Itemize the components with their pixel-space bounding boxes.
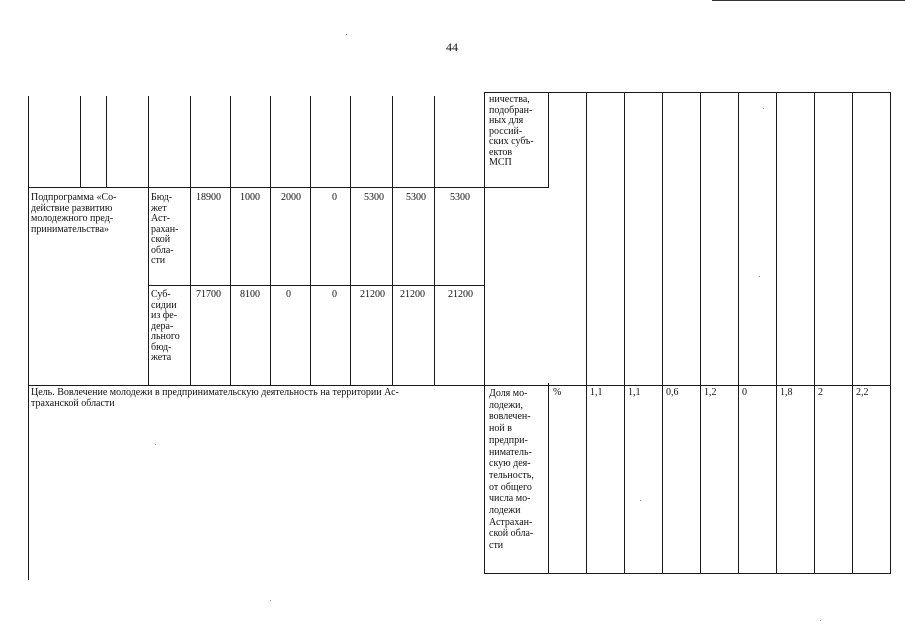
amount-cell: 5300 [450, 192, 470, 203]
grid-line [814, 92, 815, 574]
grid-line [434, 96, 435, 386]
grid-line [776, 92, 777, 574]
amount-cell: 21200 [448, 289, 473, 300]
grid-line [586, 92, 587, 574]
grid-line [624, 92, 625, 574]
grid-line [80, 96, 81, 187]
indicator-value: 0 [742, 387, 747, 398]
subprogram-title: Подпрограмма «Со- действие развитию молодежного пред- принимательства» [31, 192, 117, 235]
amount-cell: 0 [286, 289, 291, 300]
scan-speck [640, 500, 641, 501]
grid-line [392, 96, 393, 386]
indicator-value: 1,1 [628, 387, 641, 398]
funding-source-regional: Бюд- жет Аст- рахан- ской обла- сти [151, 192, 179, 266]
scan-speck [155, 444, 156, 445]
scan-speck [759, 276, 760, 277]
table-border-right [890, 92, 891, 574]
indicator-value: 2 [818, 387, 823, 398]
amount-cell: 18900 [196, 192, 221, 203]
scan-speck [270, 600, 271, 601]
indicator-value: 0,6 [666, 387, 679, 398]
grid-line [852, 92, 853, 574]
table-border-left [28, 96, 29, 580]
goal-indicator: Доля мо- лодежи, вовлечен- ной в предпри- ниматель- скую дея- тельность, от общего числа мо- лодежи Астрахан- ской обла- сти [489, 388, 534, 552]
grid-line [662, 92, 663, 574]
amount-cell: 71700 [196, 289, 221, 300]
table-border-bottom [484, 573, 891, 574]
goal-text: Цель. Вовлечение молодежи в предпринимательскую деятельность на территории Ас- траханской области [31, 387, 399, 409]
grid-line [148, 96, 149, 386]
indicator-value: 1,8 [780, 387, 793, 398]
row-separator [28, 385, 891, 386]
grid-line [548, 92, 549, 188]
grid-line [350, 96, 351, 386]
indicator-value: 1,1 [590, 387, 603, 398]
amount-cell: 0 [332, 192, 337, 203]
grid-line [106, 96, 107, 187]
grid-line [310, 96, 311, 386]
amount-cell: 21200 [360, 289, 385, 300]
header-rule [712, 0, 905, 1]
scan-speck [763, 108, 764, 109]
row-separator [148, 285, 484, 286]
grid-line [700, 92, 701, 574]
amount-cell: 0 [332, 289, 337, 300]
scan-speck [346, 34, 347, 35]
indicator-value: 2,2 [856, 387, 869, 398]
table-border-top [484, 92, 891, 93]
amount-cell: 5300 [364, 192, 384, 203]
amount-cell: 2000 [281, 192, 301, 203]
unit-cell: % [553, 387, 562, 398]
row-separator [28, 187, 549, 188]
grid-line [270, 96, 271, 386]
grid-line [190, 96, 191, 386]
grid-line [484, 92, 485, 574]
grid-line [548, 383, 549, 574]
indicator-value: 1,2 [704, 387, 717, 398]
funding-source-federal: Суб- сидии из фе- дера- льного бюд- жета [151, 289, 180, 363]
amount-cell: 1000 [240, 192, 260, 203]
page-number: 44 [446, 40, 458, 54]
grid-line [230, 96, 231, 386]
amount-cell: 8100 [240, 289, 260, 300]
amount-cell: 21200 [400, 289, 425, 300]
scan-speck [820, 620, 821, 621]
indicator-continuation: ничества, подобран- ных для россий- ских субъ- ектов МСП [489, 94, 534, 168]
grid-line [738, 92, 739, 574]
amount-cell: 5300 [406, 192, 426, 203]
